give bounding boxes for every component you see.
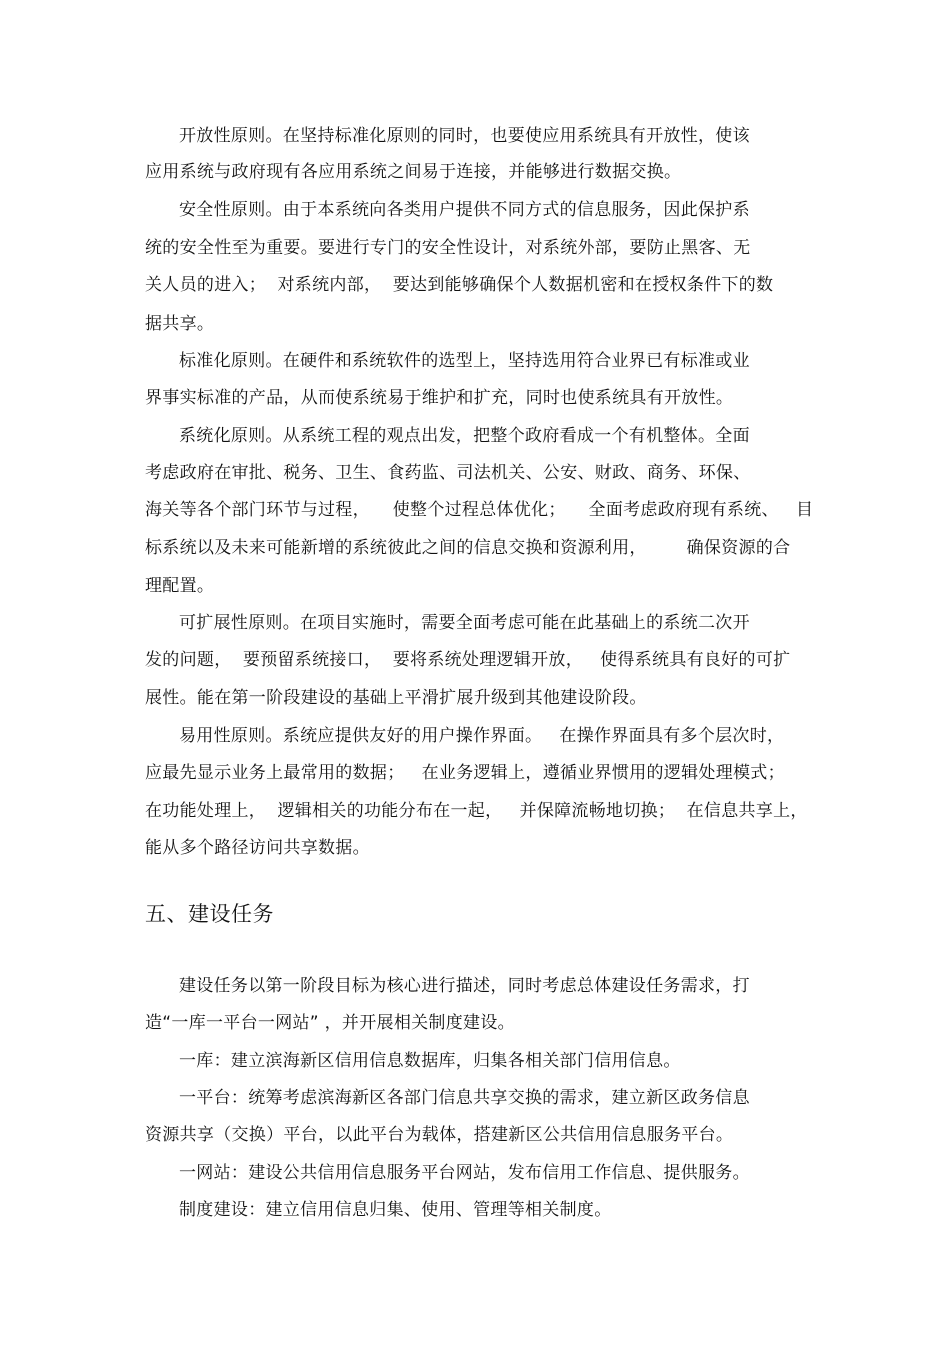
task-website-line: 一网站：建设公共信用信息服务平台网站，发布信用工作信息、提供服务。 xyxy=(179,1163,750,1183)
task-platform-line: 一平台：统筹考虑滨海新区各部门信息共享交换的需求，建立新区政务信息 xyxy=(179,1088,750,1108)
principle-security-line: 统的安全性至为重要。要进行专门的安全性设计，对系统外部，要防止黑客、无 xyxy=(145,238,751,258)
principle-security-line: 据共享。 xyxy=(145,314,215,334)
principle-openness-line: 开放性原则。在坚持标准化原则的同时，也要使应用系统具有开放性，使该 xyxy=(179,126,750,146)
principle-systematic-line: 理配置。 xyxy=(145,576,215,596)
principle-usability-line: 易用性原则。系统应提供友好的用户操作界面。 在操作界面具有多个层次时， xyxy=(179,726,785,746)
task-system-line: 制度建设：建立信用信息归集、使用、管理等相关制度。 xyxy=(179,1200,612,1220)
principle-standardization-line: 界事实标准的产品，从而使系统易于维护和扩充，同时也使系统具有开放性。 xyxy=(145,388,734,408)
principle-systematic-line: 系统化原则。从系统工程的观点出发，把整个政府看成一个有机整体。全面 xyxy=(179,426,750,446)
principle-openness-line: 应用系统与政府现有各应用系统之间易于连接，并能够进行数据交换。 xyxy=(145,162,682,182)
principle-systematic-line: 标系统以及未来可能新增的系统彼此之间的信息交换和资源利用， 确保资源的合 xyxy=(145,538,791,558)
principle-usability-line: 应最先显示业务上最常用的数据； 在业务逻辑上，遵循业界惯用的逻辑处理模式； xyxy=(145,763,785,783)
task-intro-line: 造“一库一平台一网站” ，并开展相关制度建设。 xyxy=(145,1013,515,1033)
section-heading: 五、建设任务 xyxy=(145,902,274,926)
principle-usability-line: 能从多个路径访问共享数据。 xyxy=(145,838,370,858)
principle-usability-line: 在功能处理上， 逻辑相关的功能分布在一起， 并保障流畅地切换； 在信息共享上， xyxy=(145,801,808,821)
principle-security-line: 安全性原则。由于本系统向各类用户提供不同方式的信息服务，因此保护系 xyxy=(179,200,750,220)
principle-extensibility-line: 展性。能在第一阶段建设的基础上平滑扩展升级到其他建设阶段。 xyxy=(145,688,647,708)
task-intro-line: 建设任务以第一阶段目标为核心进行描述，同时考虑总体建设任务需求，打 xyxy=(179,976,750,996)
task-platform-line: 资源共享（交换）平台，以此平台为载体，搭建新区公共信用信息服务平台。 xyxy=(145,1125,734,1145)
principle-security-line: 关人员的进入； 对系统内部， 要达到能够确保个人数据机密和在授权条件下的数 xyxy=(145,275,774,295)
principle-extensibility-line: 发的问题， 要预留系统接口， 要将系统处理逻辑开放， 使得系统具有良好的可扩 xyxy=(145,650,791,670)
principle-standardization-line: 标准化原则。在硬件和系统软件的选型上，坚持选用符合业界已有标准或业 xyxy=(179,351,750,371)
principle-systematic-line: 海关等各个部门环节与过程， 使整个过程总体优化； 全面考虑政府现有系统、 目 xyxy=(145,500,814,520)
principle-extensibility-line: 可扩展性原则。在项目实施时，需要全面考虑可能在此基础上的系统二次开 xyxy=(179,613,750,633)
principle-systematic-line: 考虑政府在审批、税务、卫生、食药监、司法机关、公安、财政、商务、环保、 xyxy=(145,463,751,483)
task-database-line: 一库：建立滨海新区信用信息数据库，归集各相关部门信用信息。 xyxy=(179,1051,681,1071)
